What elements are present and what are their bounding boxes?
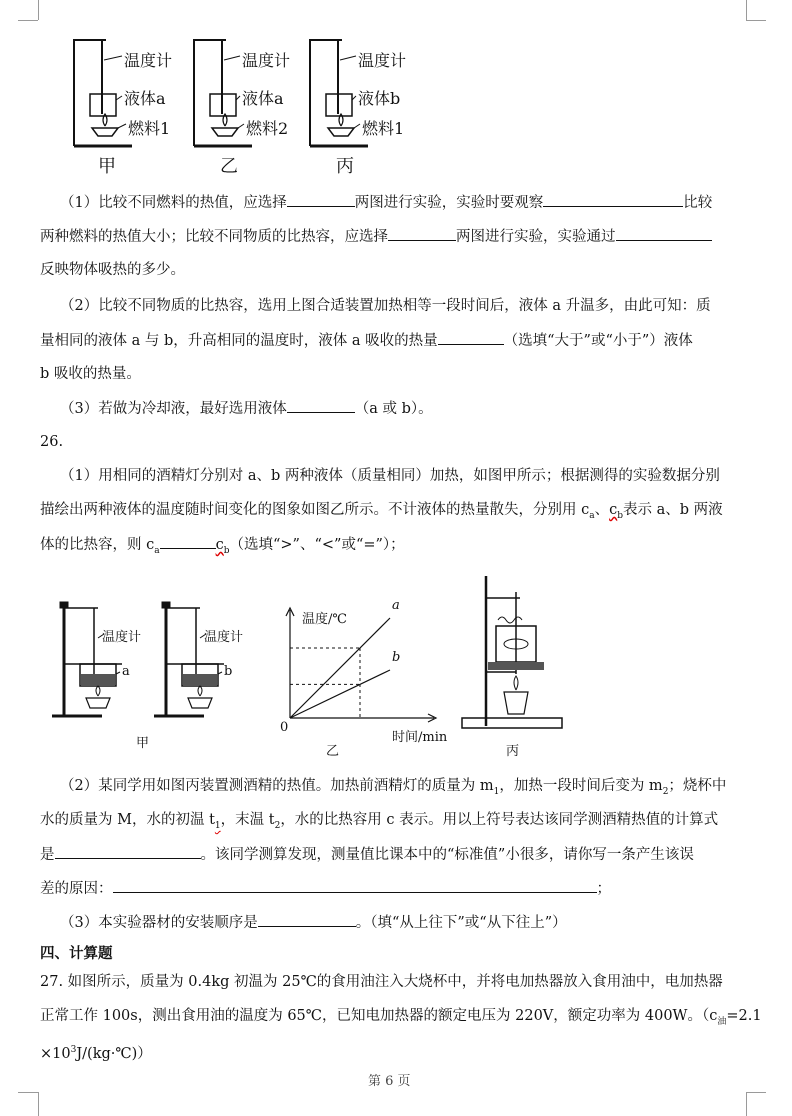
q26-p1-line2: 描绘出两种液体的温度随时间变化的图象如图乙所示。不计液体的热量散失，分别用 $c_a$、$c_b$表示 a、b 两液 <box>40 502 723 521</box>
label-liquid-1: 液体a <box>124 89 166 108</box>
answer-blank[interactable] <box>616 226 712 241</box>
q25-p1-line3: 反映物体吸热的多少。 <box>40 262 185 278</box>
crop-mark-bl-h <box>18 1092 38 1093</box>
label-thermometer-a: 温度计 <box>102 630 142 645</box>
q27-line2: 正常工作 100s，测出食用油的温度为 65℃，已知电加热器的额定电压为 220V，额定功率为 400W。（$c_油=2.1$ <box>40 1008 762 1027</box>
q26-p1-line3: 体的比热容，则 $c_a$ $c_b$（选填“>”、“<”或“=”）； <box>40 534 405 561</box>
graph-label-b: b <box>392 650 401 665</box>
label-thermometer-2: 温度计 <box>242 51 291 70</box>
graph-xlabel: 时间/min <box>392 730 448 745</box>
q26-p2-line2: 水的质量为 M，水的初温 $t_1$，末温 $t_2$，水的比热容用 c 表示。用以上符号表达该同学测酒精热值的计算式 <box>40 812 719 831</box>
answer-blank[interactable] <box>258 912 356 927</box>
crop-mark-tr-h <box>746 20 766 21</box>
figure-top-apparatus <box>60 28 420 178</box>
crop-mark-bl <box>38 1092 39 1116</box>
q26-p1-line1: （1）用相同的酒精灯分别对 a、b 两种液体（质量相同）加热，如图甲所示；根据测得的实验数据分别 <box>60 468 720 484</box>
q25-p1-line2: 两种燃料的热值大小；比较不同物质的比热容，应选择 两图进行实验，实验通过 <box>40 226 712 247</box>
caption-bing-2: 丙 <box>506 744 520 759</box>
caption-yi-2: 乙 <box>326 744 340 759</box>
label-thermometer-b: 温度计 <box>204 630 244 645</box>
answer-blank[interactable] <box>287 192 355 207</box>
q27-line1: 27. 如图所示，质量为 0.4kg 初温为 25℃的食用油注入大烧杯中，并将电加热器放入食用油中，电加热器 <box>40 974 723 990</box>
crop-mark-tr <box>746 0 747 20</box>
label-liquid-2: 液体a <box>242 89 284 108</box>
q26-p3: （3）本实验器材的安装顺序是 。（填“从上往下”或“从下往上”） <box>60 912 567 933</box>
crop-mark-br <box>746 1092 747 1116</box>
graph-line-b <box>290 670 390 718</box>
label-thermometer-1: 温度计 <box>124 51 173 70</box>
graph-origin: 0 <box>280 720 289 735</box>
answer-blank[interactable] <box>287 398 355 413</box>
q27-line3: $\times 10^3J/(kg\cdot℃)$） <box>40 1045 152 1062</box>
answer-blank[interactable] <box>113 878 597 893</box>
q26-p2-line3: 是 。该同学测算发现，测量值比课本中的“标准值”小很多，请你写一条产生该误 <box>40 844 694 865</box>
graph-line-a <box>290 618 390 718</box>
q25-p2-line2: 量相同的液体 a 与 b，升高相同的温度时，液体 a 吸收的热量 （选填“大于”或“小于”）液体 <box>40 330 693 351</box>
answer-blank[interactable] <box>438 330 504 345</box>
page-number: 第 6 页 <box>368 1074 411 1089</box>
q26-p2-line4: 差的原因： ； <box>40 878 611 899</box>
answer-blank[interactable] <box>543 192 683 207</box>
q25-p2-line1: （2）比较不同物质的比热容，选用上图合适装置加热相等一段时间后，液体 a 升温多，由此可知：质 <box>60 298 711 314</box>
figure-q26 <box>40 568 760 764</box>
section-title: 四、计算题 <box>40 945 113 962</box>
q25-p2-line3: b 吸收的热量。 <box>40 366 141 382</box>
caption-jia: 甲 <box>98 156 116 177</box>
caption-bing: 丙 <box>336 156 354 177</box>
label-liquid-b: b <box>224 664 233 679</box>
caption-jia-2: 甲 <box>136 736 150 751</box>
label-fuel-1: 燃料1 <box>128 119 171 138</box>
graph-label-a: a <box>392 598 400 613</box>
q25-p1-line1: （1）比较不同燃料的热值，应选择 两图进行实验，实验时要观察 比较 <box>60 192 712 213</box>
caption-yi: 乙 <box>220 156 238 177</box>
crop-mark-br-h <box>746 1092 766 1093</box>
label-liquid-3: 液体b <box>358 89 401 108</box>
graph-ylabel: 温度/℃ <box>302 612 347 627</box>
label-fuel-2: 燃料2 <box>246 119 289 138</box>
label-fuel-3: 燃料1 <box>362 119 405 138</box>
answer-blank[interactable] <box>55 844 201 859</box>
q25-p3: （3）若做为冷却液，最好选用液体 （a 或 b）。 <box>60 398 433 419</box>
label-thermometer-3: 温度计 <box>358 51 407 70</box>
crop-mark-tl <box>38 0 39 20</box>
answer-blank[interactable] <box>160 534 216 549</box>
crop-mark-tl-h <box>18 20 38 21</box>
q26-number: 26. <box>40 434 64 450</box>
label-liquid-a: a <box>122 664 130 679</box>
answer-blank[interactable] <box>388 226 456 241</box>
q26-p2-line1: （2）某同学用如图丙装置测酒精的热值。加热前酒精灯的质量为 $m_1$，加热一段时间后变为 $m_2$；烧杯中 <box>60 778 727 797</box>
